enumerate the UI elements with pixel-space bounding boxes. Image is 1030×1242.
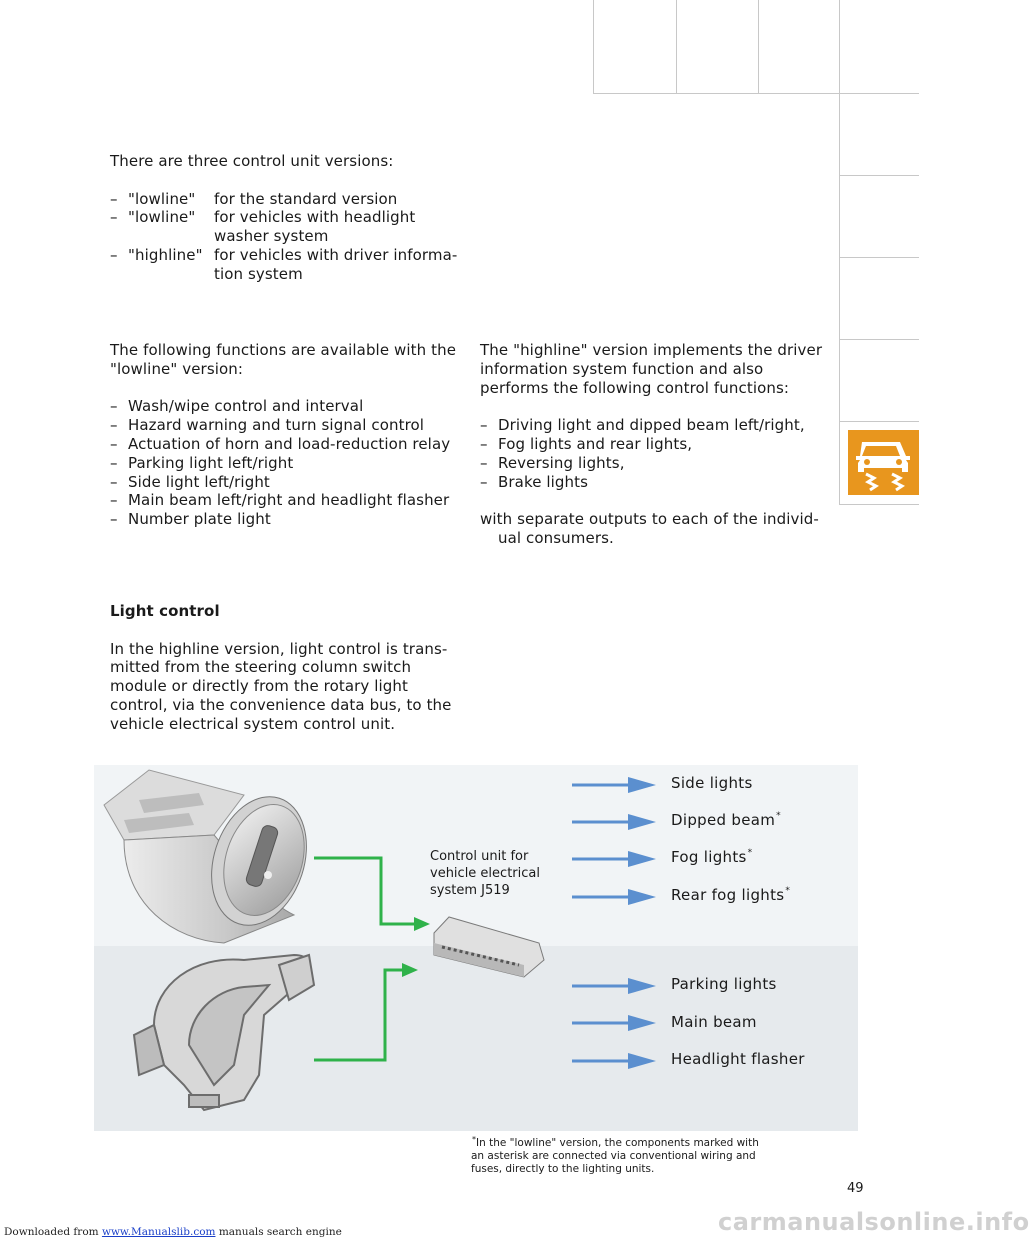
list-item: – Actuation of horn and load-reduction relay — [110, 434, 451, 453]
list-item: – Side light left/right — [110, 472, 270, 491]
control-unit-label: Control unit for vehicle electrical system J519 — [430, 849, 540, 898]
output-headlight-flasher: Headlight flasher — [671, 1050, 805, 1068]
light-control-diagram — [94, 765, 858, 1131]
blue-output-arrows — [572, 777, 656, 1069]
steering-column-switch-image — [134, 955, 314, 1110]
version-item: – "lowline" for the standard version — [110, 189, 398, 208]
output-parking-lights: Parking lights — [671, 975, 777, 993]
lowline-block: The following functions are available with the "lowline" version: – Wash/wipe control and interval – Hazard warning and turn signal control – Actuation of horn and load-reduction relay – Parking light left/right – Side light left/right – Main beam left/right and headlight flasher – Number plate light — [110, 341, 470, 529]
list-item: – Parking light left/right — [110, 453, 294, 472]
version-item: – "lowline" for vehicles with headlight washer system — [110, 208, 416, 246]
list-item: – Hazard warning and turn signal control — [110, 416, 425, 435]
output-rear-fog-lights: Rear fog lights* — [671, 886, 791, 904]
page-number: 49 — [847, 1181, 864, 1196]
section-heading: Light control — [110, 602, 220, 620]
download-bar: Downloaded from www.Manualslib.com manuals search engine — [4, 1226, 342, 1238]
list-item: – Wash/wipe control and interval — [110, 397, 364, 416]
list-item: – Brake lights — [480, 472, 589, 491]
version-item: – "highline" for vehicles with driver informa- tion system — [110, 245, 458, 283]
output-dipped-beam: Dipped beam* — [671, 811, 781, 829]
intro-block — [110, 152, 470, 284]
footnote: *In the "lowline" version, the components marked with an asterisk are connected via conventional wiring and fuses, directly to the lighting units. — [471, 1135, 759, 1175]
car-skid-icon — [848, 430, 919, 495]
green-signal-arrows — [314, 858, 416, 1060]
list-item: – Number plate light — [110, 510, 271, 529]
manualslib-link[interactable]: www.Manualslib.com — [101, 1226, 216, 1238]
output-main-beam: Main beam — [671, 1013, 757, 1031]
list-item: – Fog lights and rear lights, — [480, 434, 693, 453]
light-control-block: Light control In the highline version, light control is trans- mitted from the steering column switch module or directly from the rotary light control, via the convenience data bus, to the vehicle electrical system control unit. — [110, 602, 470, 734]
intro-lead: There are three control unit versions: — [110, 152, 394, 170]
highline-block: The "highline" version implements the driver information system function and also performs the following control functions: – Driving light and dipped beam left/right, – Fog lights and rear lights, – Reversing lights, – Brake lights with separate outputs to each of the individ- ual consumers. — [480, 341, 830, 548]
output-side-lights: Side lights — [671, 774, 753, 792]
list-item: – Reversing lights, — [480, 453, 625, 472]
output-fog-lights: Fog lights* — [671, 848, 753, 866]
list-item: – Driving light and dipped beam left/right, — [480, 416, 805, 435]
list-item: – Main beam left/right and headlight flasher — [110, 491, 450, 510]
watermark: carmanualsonline.info — [718, 1208, 1030, 1236]
rotary-light-switch-image — [104, 770, 322, 943]
control-unit-j519-image — [434, 917, 544, 977]
